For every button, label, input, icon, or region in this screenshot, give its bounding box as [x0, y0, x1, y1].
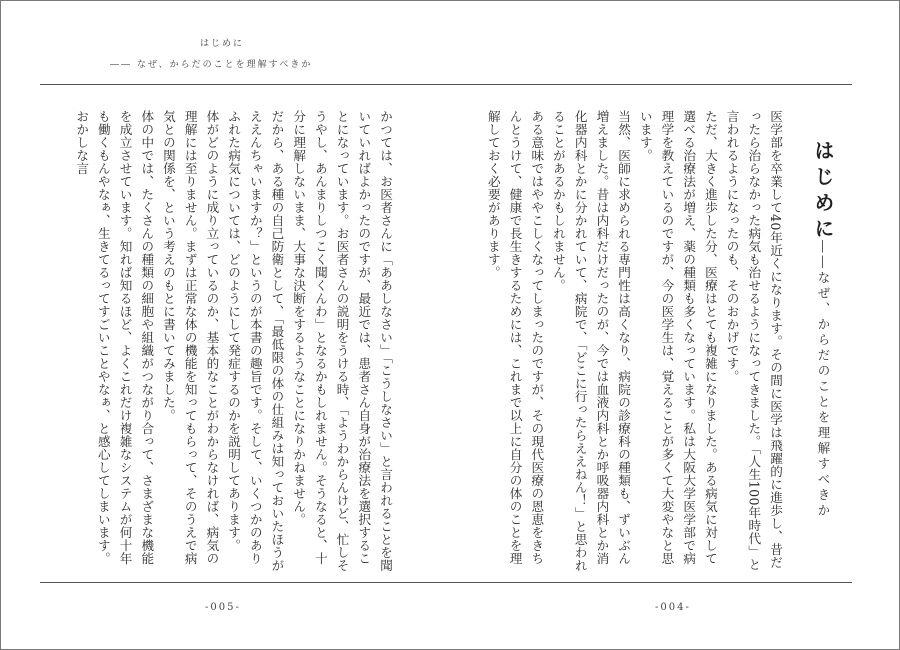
paragraph: ただ、大きく進歩した分、医療はとても複雑になりました。ある病気に対して選べる治療法が増え、薬の種類も多くなっています。私は大阪大学医学部で病理学を教えているのですが、今の医学生は、覚えることが多くて大変やなと思います。 [637, 110, 718, 565]
right-page-body [485, 110, 786, 575]
top-rule [40, 84, 852, 85]
chapter-title: はじめに [811, 140, 835, 244]
left-page-body [44, 110, 396, 575]
paragraph: 医学部を卒業して40年近くになります。その間に医学は飛躍的に進歩し、昔だったら治らなかった病気も治せるようになってきました。「人生100年時代」と言われるようになったのも、そのおかげです。 [724, 110, 783, 571]
paragraph: かつては、お医者さんに「ああしなさい」「こうしなさい」と言われることを聞いていればよかったのですが、最近では、患者さん自身が治療法を選択することになっています。お医者さんの説明をうける時、「ようわからんけど、忙しそうやし、あんまりしつこく聞くんわ」となるかもしれません。そうなると、十分に理解しないまま、大事な決断をするようなことになりかねません。 [291, 110, 393, 572]
chapter-subtitle: ――なぜ、からだのことを理解すべきか [816, 240, 831, 519]
paragraph: 体がどのように成り立っているのか、基本的なことがわからなければ、病気の理解には至りません。まずは正常な体の機能を知ってもらって、そのうえで病気との関係を、という考えのもとに書いてみました。 [160, 110, 220, 565]
page-number-right: -004- [655, 602, 691, 613]
paragraph: 体の中では、たくさんの種類の細胞や組織がつながり合って、さまざまな機能を成立させています。知れば知るほど、よくこれだけ複雑なシステムが何十年も働くもんやなぁ、生きてるってすごいことやなぁ、と感心してしまいます。おかしな言 [74, 110, 155, 565]
running-header-subtitle: ―― なぜ、からだのことを理解すべきか [110, 60, 313, 70]
paragraph: ある意味ではややこしくなってしまったのですが、その現代医療の恩恵をきちんとうけて、健康で長生きするためには、これまで以上に自分の体のことを理解しておく必要があります。 [485, 110, 545, 565]
paragraph: だから、ある種の自己防衛として、「最低限の体の仕組みは知っておいたほうがええんちゃいますか？」というのが本書の趣旨です。そして、いくつかのありふれた病気については、どのようにして発症するのかを説明してあります。 [226, 110, 285, 572]
bottom-rule [40, 582, 852, 583]
running-header-title: はじめに [200, 39, 245, 49]
running-header [110, 36, 312, 70]
paragraph: 当然、医師に求められる専門性は高くなり、病院の診療科の種類も、ずいぶん増えました。昔は内科だけだったのが、今では血液内科とか呼吸器内科とか消化器内科とかに分かれていて、病院で、「どこに行ったらええねん！」と思われることがあるかもしれません。 [550, 110, 632, 572]
page-number-left: -005- [205, 602, 241, 613]
